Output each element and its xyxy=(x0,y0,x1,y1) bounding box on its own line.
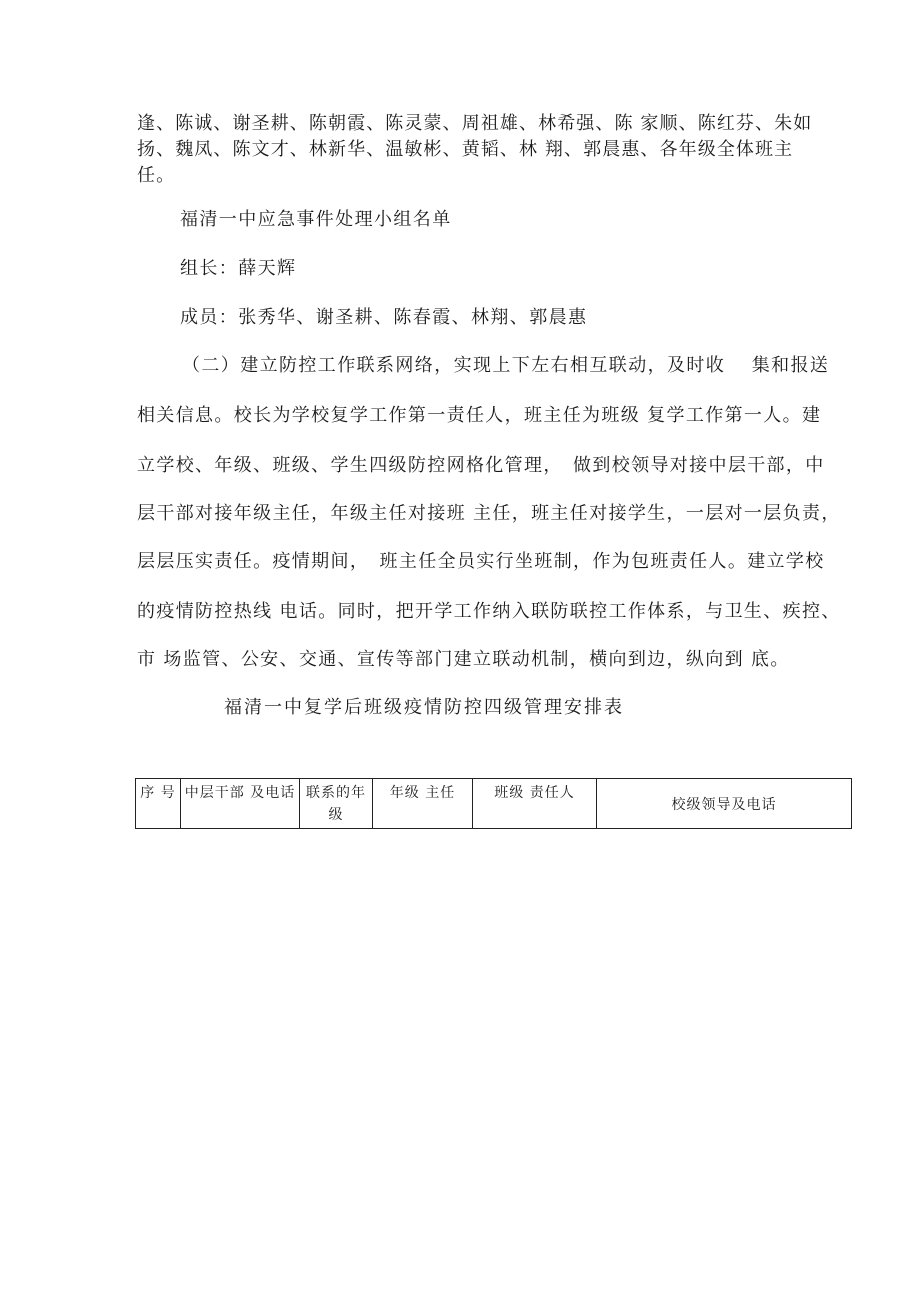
header-cell-school-leader: 校级领导及电话 xyxy=(597,779,852,829)
network-paragraph-line-3: 立学校、年级、班级、学生四级防控网格化管理， 做到校领导对接中层干部，中 xyxy=(137,455,825,476)
emergency-group-leader: 组长：薛天辉 xyxy=(180,258,297,279)
management-table xyxy=(135,778,852,829)
table-header-row xyxy=(136,779,852,829)
emergency-group-title: 福清一中应急事件处理小组名单 xyxy=(180,209,452,230)
header-cell-contact-grade: 联系的年级 xyxy=(300,779,373,829)
table-title: 福清一中复学后班级疫情防控四级管理安排表 xyxy=(224,697,624,718)
names-paragraph-line-3: 任。 xyxy=(137,165,176,186)
network-paragraph-line-2: 相关信息。校长为学校复学工作第一责任人，班主任为班级 复学工作第一人。建 xyxy=(137,405,822,426)
network-paragraph-line-7: 市 场监管、公安、交通、宣传等部门建立联动机制，横向到边，纵向到 底。 xyxy=(137,649,790,670)
header-cell-class-responsible: 班级 责任人 xyxy=(473,779,597,829)
names-paragraph-line-2: 扬、魏凤、陈文才、林新华、温敏彬、黄韬、林 翔、郭晨惠、各年级全体班主 xyxy=(137,139,794,160)
names-paragraph-line-1: 逢、陈诚、谢圣耕、陈朝霞、陈灵蒙、周祖雄、林希强、陈 家顺、陈红芬、朱如 xyxy=(137,113,813,134)
network-paragraph-line-6: 的疫情防控热线 电话。同时，把开学工作纳入联防联控工作体系，与卫生、疾控、 xyxy=(137,601,841,622)
header-cell-middle-manager: 中层干部 及电话 xyxy=(181,779,300,829)
header-cell-grade-director: 年级 主任 xyxy=(373,779,473,829)
network-paragraph-line-5: 层层压实责任。疫情期间， 班主任全员实行坐班制，作为包班责任人。建立学校 xyxy=(137,551,825,572)
network-paragraph-line-4: 层干部对接年级主任，年级主任对接班 主任，班主任对接学生，一层对一层负责， xyxy=(137,503,841,524)
network-paragraph-line-1: （二）建立防控工作联系网络，实现上下左右相互联动，及时收 集和报送 xyxy=(182,355,830,376)
emergency-group-members: 成员：张秀华、谢圣耕、陈春霞、林翔、郭晨惠 xyxy=(180,307,588,328)
header-cell-index: 序 号 xyxy=(136,779,181,829)
